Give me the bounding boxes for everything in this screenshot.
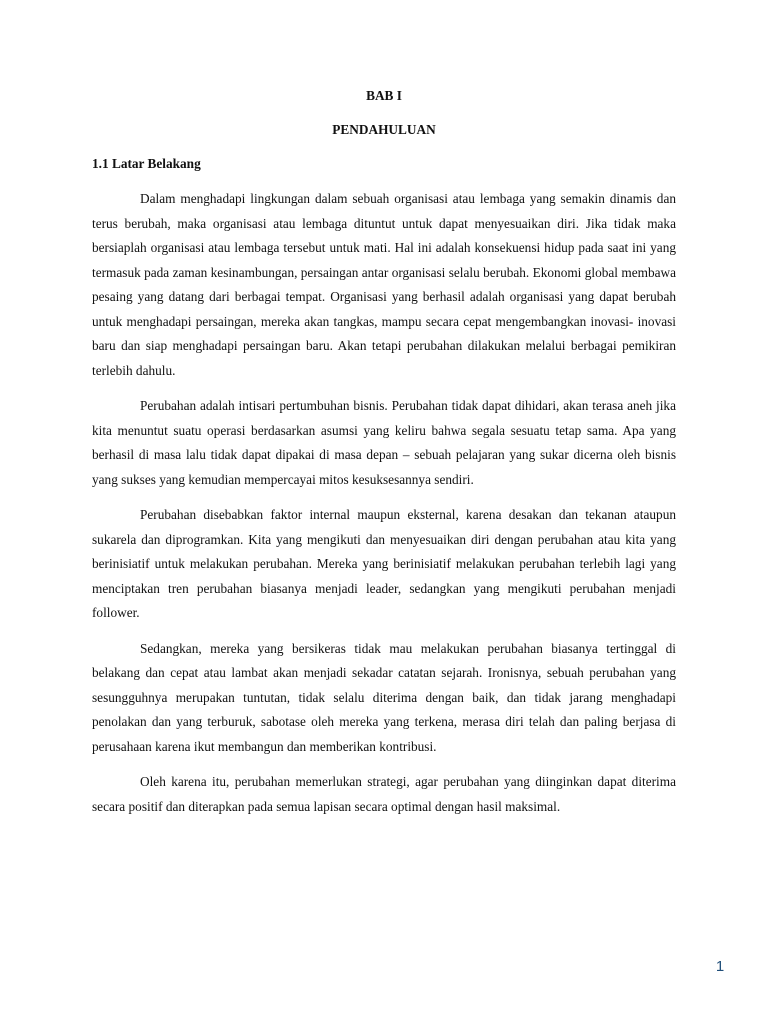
paragraph: Sedangkan, mereka yang bersikeras tidak mau melakukan perubahan biasanya tertinggal di belakang dan cepat atau lambat akan menjadi sekadar catatan sejarah. Ironisnya, sebuah perubahan yang sesungguhnya merupakan tuntutan, tidak selalu diterima dengan baik, dan tidak jarang menghadapi penolakan dan yang terburuk, sabotase oleh mereka yang terkena, merasa diri telah dan paling berjasa di perusahaan karena ikut membangun dan memberikan kontribusi. (92, 640, 676, 754)
paragraph: Perubahan adalah intisari pertumbuhan bisnis. Perubahan tidak dapat dihidari, akan terasa aneh jika kita menuntut suatu operasi berdasarkan asumsi yang keliru bahwa segala sesuatu tetap sama. Apa yang berhasil di masa lalu tidak dapat dipakai di masa depan – sebuah pelajaran yang sukar dicerna oleh bisnis yang sukses yang kemudian mempercayai mitos kesuksesannya sendiri. (92, 398, 676, 487)
chapter-title: PENDAHULUAN (332, 122, 436, 137)
paragraph: Oleh karena itu, perubahan memerlukan strategi, agar perubahan yang diinginkan dapat diterima secara positif dan diterapkan pada semua lapisan secara optimal dengan hasil maksimal. (92, 774, 676, 814)
paragraph: Perubahan disebabkan faktor internal maupun eksternal, karena desakan dan tekanan ataupun sukarela dan diprogramkan. Kita yang mengikuti dan menyesuaikan diri dengan perubahan atau kita yang berinisiatif untuk melakukan perubahan. Mereka yang berinisiatif melakukan perubahan terlebih lagi yang menciptakan tren perubahan biasanya menjadi leader, sedangkan yang mengikuti perubahan menjadi follower. (92, 507, 676, 620)
section-heading: 1.1 Latar Belakang (92, 156, 201, 171)
body-text (92, 187, 676, 830)
chapter-label: BAB I (366, 88, 402, 103)
page-number: 1 (715, 958, 725, 975)
paragraph: Dalam menghadapi lingkungan dalam sebuah organisasi atau lembaga yang semakin dinamis dan terus berubah, maka organisasi atau lembaga dituntut untuk dapat menyesuaikan diri. Jika tidak maka bersiaplah organisasi atau lembaga tersebut untuk mati. Hal ini adalah konsekuensi hidup pada saat ini yang termasuk pada zaman kesinambungan, persaingan antar organisasi selalu berubah. Ekonomi global membawa pesaing yang datang dari berbagai tempat. Organisasi yang berhasil adalah organisasi yang dapat berubah untuk menghadapi persaingan, mereka akan tangkas, mampu secara cepat mengembangkan inovasi- inovasi baru dan siap menghadapi persaingan baru. Akan tetapi perubahan dilakukan melalui berbagai pemikiran terlebih dahulu. (92, 191, 676, 378)
